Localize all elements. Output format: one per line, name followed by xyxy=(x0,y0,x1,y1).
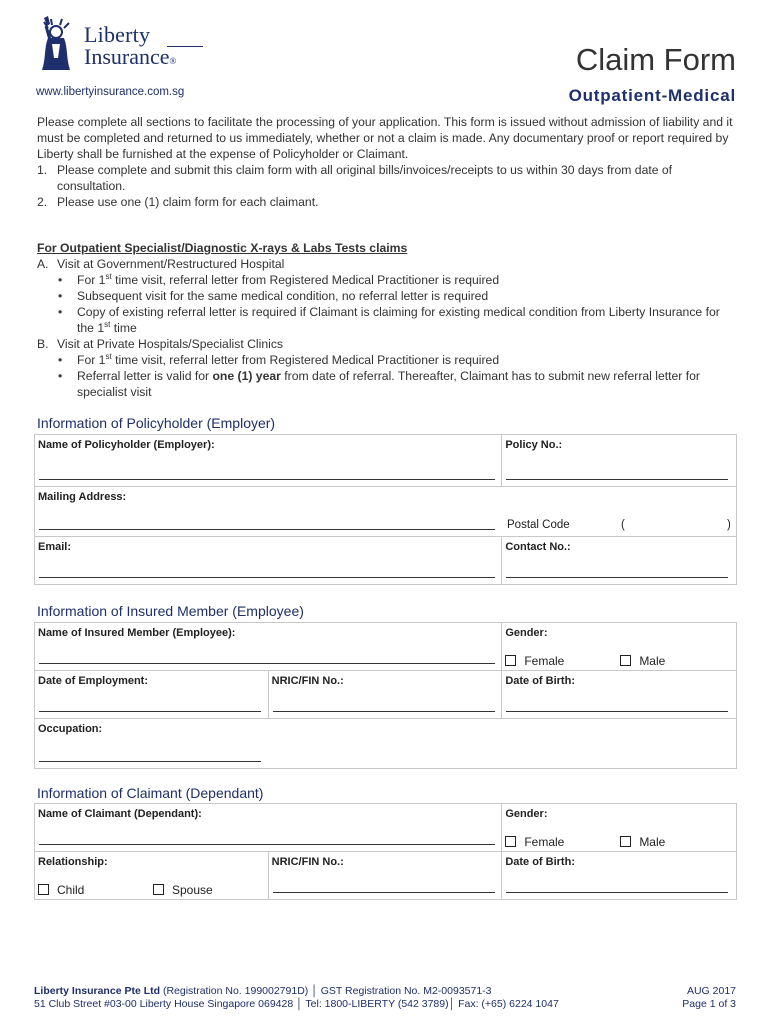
form-subtitle: Outpatient-Medical xyxy=(568,86,736,105)
footer-right xyxy=(682,985,736,1011)
insured-gender-cell xyxy=(502,623,737,671)
bullet-item: • Copy of existing referral letter is required if Claimant is claiming for existing medical condition from Liberty Insurance for the 1st time xyxy=(37,304,737,336)
liberty-logo xyxy=(34,14,204,76)
policy-no-label: Policy No.: xyxy=(505,439,563,451)
policyholder-name-field[interactable] xyxy=(39,479,495,480)
insured-dob-field[interactable] xyxy=(506,711,728,712)
guideline-b: B. Visit at Private Hospitals/Specialist Clinics xyxy=(37,337,284,351)
insured-female-option[interactable]: Female xyxy=(505,654,564,668)
guideline-a-bullets xyxy=(37,272,737,336)
form-title: Claim Form xyxy=(575,42,736,77)
intro-section xyxy=(37,114,737,210)
fax: Fax: (+65) 6224 1047 xyxy=(458,998,559,1010)
policyholder-section-title: Information of Policyholder (Employer) xyxy=(37,415,276,431)
footer-line-2: 51 Club Street #03-00 Liberty House Singapore 069428 │ Tel: 1800-LIBERTY (542 3789)│ Fax: (+65) 6224 1047 xyxy=(34,998,559,1010)
occupation-field[interactable] xyxy=(39,761,261,762)
mailing-address-field[interactable] xyxy=(39,529,495,530)
contact-no-cell xyxy=(502,537,737,585)
policy-no-field[interactable] xyxy=(506,479,728,480)
checkbox-icon[interactable] xyxy=(505,836,516,847)
postal-code-label: Postal Code xyxy=(507,519,570,531)
claimant-nric-field[interactable] xyxy=(273,892,495,893)
logo-text-liberty: Liberty xyxy=(84,22,151,47)
instruction-list xyxy=(37,162,737,210)
claimant-gender-label: Gender: xyxy=(505,808,548,820)
policyholder-name-label: Name of Policyholder (Employer): xyxy=(38,439,215,451)
claimant-female-option[interactable]: Female xyxy=(505,835,564,849)
insured-nric-field[interactable] xyxy=(273,711,495,712)
claimant-gender-cell xyxy=(502,804,737,852)
claimant-table xyxy=(34,803,737,900)
postal-code-close: ) xyxy=(727,519,731,531)
guideline-b-bullets xyxy=(37,352,737,400)
claimant-name-label: Name of Claimant (Dependant): xyxy=(38,808,202,820)
insured-table xyxy=(34,622,737,769)
intro-paragraph: Please complete all sections to facilitate the processing of your application. This form is issued without admission of liability and it must be completed and returned to us immediately, whether or not a claim is made. Any documentary proof or report required by Liberty shall be furnished at the expense of Policyholder or Claimant. xyxy=(37,115,733,161)
insured-name-field[interactable] xyxy=(39,663,495,664)
policy-no-cell xyxy=(502,435,737,487)
bullet-item: • For 1st time visit, referral letter from Registered Medical Practitioner is required xyxy=(37,272,737,288)
claimant-dob-label: Date of Birth: xyxy=(505,856,575,868)
gst-registration: GST Registration No. M2-0093571-3 xyxy=(320,985,492,997)
insured-dob-cell xyxy=(502,671,737,719)
doe-field[interactable] xyxy=(39,711,261,712)
insured-section-title: Information of Insured Member (Employee) xyxy=(37,603,304,619)
claimant-name-field[interactable] xyxy=(39,844,495,845)
email-field[interactable] xyxy=(39,577,495,578)
footer-line-1: Liberty Insurance Pte Ltd (Registration No. 199002791D) │ GST Registration No. M2-0093571-3 xyxy=(34,985,492,997)
email-cell xyxy=(35,537,502,585)
mailing-address-cell xyxy=(35,487,737,537)
outpatient-guidelines xyxy=(37,240,737,400)
statue-of-liberty-icon xyxy=(34,14,80,72)
form-date: AUG 2017 xyxy=(686,985,736,997)
claimant-name-cell xyxy=(35,804,502,852)
claimant-dob-field[interactable] xyxy=(506,892,728,893)
instruction-item: 2. Please use one (1) claim form for each claimant. xyxy=(37,195,319,209)
doe-label: Date of Employment: xyxy=(38,675,149,687)
insured-dob-label: Date of Birth: xyxy=(505,675,575,687)
page-number: Page 1 of 3 xyxy=(682,998,736,1010)
registration-no: (Registration No. 199002791D) xyxy=(160,985,309,997)
website-link[interactable]: www.libertyinsurance.com.sg xyxy=(36,86,185,98)
relationship-cell xyxy=(35,852,269,900)
bullet-item: • Subsequent visit for the same medical condition, no referral letter is required xyxy=(37,288,737,304)
footer-info xyxy=(34,985,559,1011)
claimant-male-option[interactable]: Male xyxy=(620,835,665,849)
bullet-item: • Referral letter is valid for one (1) year from date of referral. Thereafter, Claimant has to submit new referral letter for specialist visit xyxy=(37,368,737,400)
claimant-dob-cell xyxy=(502,852,737,900)
claimant-section-title: Information of Claimant (Dependant) xyxy=(37,785,264,801)
company-name: Liberty Insurance Pte Ltd xyxy=(34,985,161,997)
policyholder-table xyxy=(34,434,737,585)
insured-male-option[interactable]: Male xyxy=(620,654,665,668)
claimant-nric-cell xyxy=(268,852,502,900)
doe-cell xyxy=(35,671,269,719)
checkbox-icon[interactable] xyxy=(38,884,49,895)
bullet-item: • For 1st time visit, referral letter from Registered Medical Practitioner is required xyxy=(37,352,737,368)
claimant-nric-label: NRIC/FIN No.: xyxy=(271,856,344,868)
spouse-option[interactable]: Spouse xyxy=(153,883,213,897)
instruction-item: 1. Please complete and submit this claim form with all original bills/invoices/receipts to us within 30 days from date of consultation. xyxy=(37,163,673,193)
company-address: 51 Club Street #03-00 Liberty House Singapore 069428 xyxy=(34,998,294,1010)
child-option[interactable]: Child xyxy=(38,883,84,897)
occupation-label: Occupation: xyxy=(38,723,103,735)
relationship-label: Relationship: xyxy=(38,856,108,868)
checkbox-icon[interactable] xyxy=(620,655,631,666)
policyholder-name-cell xyxy=(35,435,502,487)
insured-gender-label: Gender: xyxy=(505,627,548,639)
checkbox-icon[interactable] xyxy=(153,884,164,895)
insured-nric-cell xyxy=(268,671,502,719)
postal-code-field[interactable] xyxy=(635,517,725,533)
telephone: Tel: 1800-LIBERTY (542 3789) xyxy=(305,998,449,1010)
checkbox-icon[interactable] xyxy=(620,836,631,847)
occupation-cell xyxy=(35,719,737,769)
postal-code-open: ( xyxy=(621,519,625,531)
checkbox-icon[interactable] xyxy=(505,655,516,666)
contact-no-label: Contact No.: xyxy=(505,541,571,553)
insured-name-cell xyxy=(35,623,502,671)
guideline-a: A. Visit at Government/Restructured Hospital xyxy=(37,257,285,271)
email-label: Email: xyxy=(38,541,72,553)
logo-text-insurance: Insurance® xyxy=(84,44,177,69)
insured-name-label: Name of Insured Member (Employee): xyxy=(38,627,236,639)
contact-no-field[interactable] xyxy=(506,577,728,578)
insured-nric-label: NRIC/FIN No.: xyxy=(271,675,344,687)
outpatient-heading: For Outpatient Specialist/Diagnostic X-rays & Labs Tests claims xyxy=(37,241,408,255)
mailing-address-label: Mailing Address: xyxy=(38,491,127,503)
